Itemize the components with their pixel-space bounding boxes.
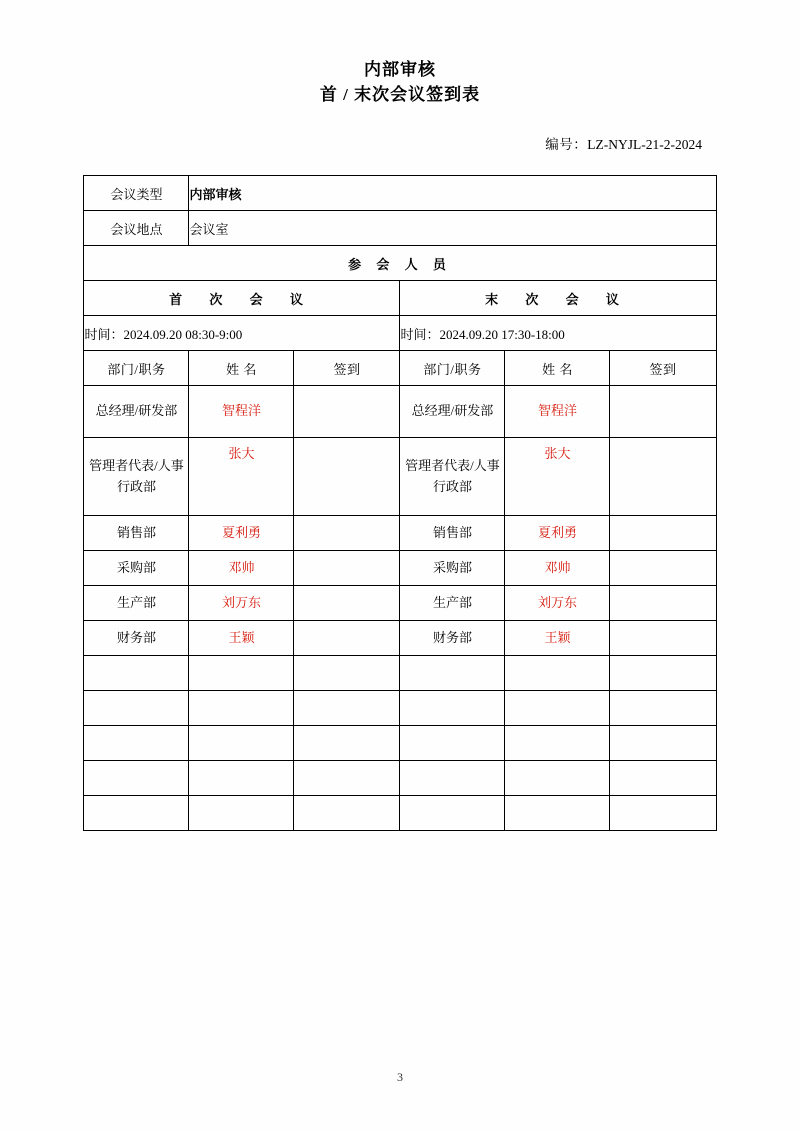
dept-cell[interactable] (84, 796, 189, 831)
name-cell: 张大 (505, 438, 610, 516)
sign-cell[interactable] (294, 656, 400, 691)
table-row (84, 211, 716, 246)
sign-cell[interactable] (610, 691, 716, 726)
column-header-dept-last: 部门/职务 (400, 351, 505, 386)
sign-cell[interactable] (294, 726, 400, 761)
table-row (84, 586, 716, 621)
name-cell: 刘万东 (189, 586, 294, 621)
page-number: 3 (397, 1070, 403, 1084)
sign-cell[interactable] (294, 551, 400, 586)
dept-cell[interactable] (400, 761, 505, 796)
document-number-label: 编号： (545, 137, 588, 153)
dept-cell[interactable] (84, 691, 189, 726)
column-header-name-first: 姓 名 (189, 351, 294, 386)
dept-cell[interactable] (400, 726, 505, 761)
table-row (84, 281, 716, 316)
sign-cell[interactable] (610, 761, 716, 796)
sign-cell[interactable] (610, 516, 716, 551)
dept-cell[interactable] (84, 761, 189, 796)
meeting-type-label: 会议类型 (84, 176, 189, 211)
table-header-row (84, 351, 716, 386)
table-row (84, 246, 716, 281)
time-label-first: 时间： (84, 326, 124, 342)
name-cell[interactable] (505, 691, 610, 726)
name-cell[interactable] (505, 796, 610, 831)
table-row (84, 726, 716, 761)
dept-cell: 销售部 (84, 516, 189, 551)
meeting-type-value: 内部审核 (189, 176, 716, 211)
session-time-last (400, 316, 716, 351)
session-time-first (84, 316, 400, 351)
sign-cell[interactable] (610, 438, 716, 516)
name-cell: 智程洋 (505, 386, 610, 438)
dept-cell[interactable] (400, 691, 505, 726)
dept-cell: 生产部 (400, 586, 505, 621)
name-cell: 夏利勇 (189, 516, 294, 551)
table-row (84, 656, 716, 691)
page-title (0, 58, 800, 107)
name-cell: 张大 (189, 438, 294, 516)
name-cell[interactable] (505, 656, 610, 691)
sign-cell[interactable] (610, 551, 716, 586)
dept-cell: 采购部 (400, 551, 505, 586)
name-cell: 智程洋 (189, 386, 294, 438)
table-row (84, 176, 716, 211)
sign-cell[interactable] (294, 621, 400, 656)
name-cell[interactable] (189, 691, 294, 726)
dept-cell: 生产部 (84, 586, 189, 621)
name-cell[interactable] (189, 796, 294, 831)
time-value-last: 2024.09.20 17:30-18:00 (439, 326, 565, 342)
session-title-first: 首 次 会 议 (84, 281, 400, 316)
sign-cell[interactable] (294, 516, 400, 551)
sign-cell[interactable] (610, 621, 716, 656)
name-cell: 王颖 (505, 621, 610, 656)
document-number-value: LZ-NYJL-21-2-2024 (587, 137, 702, 153)
time-label-last: 时间： (400, 326, 440, 342)
session-title-last: 末 次 会 议 (400, 281, 716, 316)
sign-cell[interactable] (610, 386, 716, 438)
dept-cell[interactable] (400, 656, 505, 691)
dept-cell[interactable] (84, 726, 189, 761)
dept-cell: 财务部 (84, 621, 189, 656)
name-cell: 夏利勇 (505, 516, 610, 551)
table-row (84, 438, 716, 516)
name-cell: 王颖 (189, 621, 294, 656)
table-row (84, 761, 716, 796)
sign-cell[interactable] (610, 796, 716, 831)
table-row (84, 796, 716, 831)
table-row (84, 316, 716, 351)
table-row (84, 516, 716, 551)
name-cell[interactable] (189, 656, 294, 691)
sign-cell[interactable] (610, 726, 716, 761)
dept-cell: 财务部 (400, 621, 505, 656)
time-value-first: 2024.09.20 08:30-9:00 (123, 326, 243, 342)
name-cell: 邓帅 (505, 551, 610, 586)
sign-cell[interactable] (294, 691, 400, 726)
name-cell[interactable] (505, 761, 610, 796)
sign-cell[interactable] (294, 796, 400, 831)
sign-cell[interactable] (294, 386, 400, 438)
name-cell: 邓帅 (189, 551, 294, 586)
dept-cell: 销售部 (400, 516, 505, 551)
name-cell[interactable] (505, 726, 610, 761)
meeting-place-value: 会议室 (189, 211, 716, 246)
dept-cell[interactable] (400, 796, 505, 831)
signin-table (83, 175, 716, 831)
dept-cell: 总经理/研发部 (400, 386, 505, 438)
dept-cell[interactable] (84, 656, 189, 691)
column-header-sign-last: 签到 (610, 351, 716, 386)
column-header-name-last: 姓 名 (505, 351, 610, 386)
attendees-section-title: 参 会 人 员 (84, 246, 716, 281)
sign-cell[interactable] (610, 586, 716, 621)
column-header-sign-first: 签到 (294, 351, 400, 386)
dept-cell: 采购部 (84, 551, 189, 586)
dept-cell: 管理者代表/人事行政部 (84, 438, 189, 516)
sign-cell[interactable] (294, 438, 400, 516)
name-cell: 刘万东 (505, 586, 610, 621)
document-number (0, 133, 702, 153)
meeting-place-label: 会议地点 (84, 211, 189, 246)
sign-cell[interactable] (294, 761, 400, 796)
column-header-dept-first: 部门/职务 (84, 351, 189, 386)
dept-cell: 总经理/研发部 (84, 386, 189, 438)
table-row (84, 691, 716, 726)
table-row (84, 386, 716, 438)
dept-cell: 管理者代表/人事行政部 (400, 438, 505, 516)
name-cell[interactable] (189, 761, 294, 796)
table-row (84, 551, 716, 586)
title-line-2: 首 / 末次会议签到表 (319, 84, 481, 104)
title-line-1: 内部审核 (364, 60, 436, 79)
name-cell[interactable] (189, 726, 294, 761)
sign-cell[interactable] (610, 656, 716, 691)
sign-cell[interactable] (294, 586, 400, 621)
table-row (84, 621, 716, 656)
